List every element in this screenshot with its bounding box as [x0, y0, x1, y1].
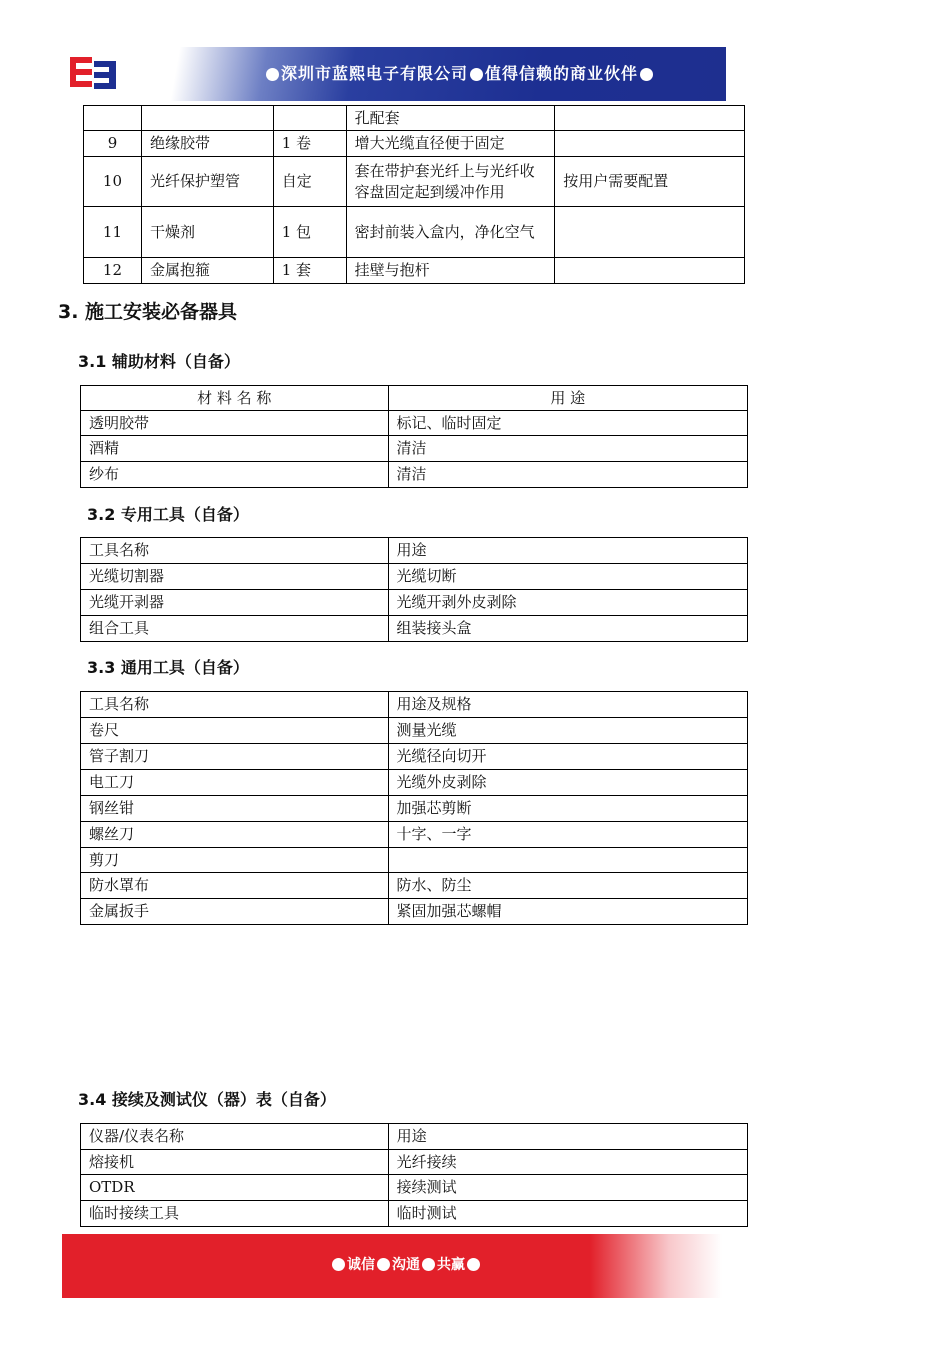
tool-name: 电工刀: [81, 770, 389, 796]
table-row: [81, 436, 748, 462]
column-header: 用途: [388, 1124, 747, 1150]
instrument-name: 熔接机: [81, 1150, 389, 1175]
table-row: [84, 106, 745, 131]
item-name: [141, 106, 273, 131]
item-description: 增大光缆直径便于固定: [346, 131, 555, 157]
item-number: 10: [84, 157, 142, 207]
column-header: 工具名称: [81, 692, 389, 718]
item-name: 金属抱箍: [141, 258, 273, 284]
table-row: [84, 131, 745, 157]
table-row: [81, 411, 748, 436]
material-name: 纱布: [81, 462, 389, 488]
table-row: [81, 744, 748, 770]
item-quantity: 1 包: [273, 207, 346, 258]
column-header: 工具名称: [81, 538, 389, 564]
page-header: [66, 47, 726, 101]
bullet-dot-icon: [467, 1258, 480, 1271]
instrument-usage: 光纤接续: [388, 1150, 747, 1175]
bullet-dot-icon: [640, 68, 653, 81]
tool-name: 卷尺: [81, 718, 389, 744]
company-logo-icon: [66, 53, 126, 93]
table-row: [81, 822, 748, 848]
table-header-row: [81, 692, 748, 718]
item-note: [555, 131, 745, 157]
footer-item: 诚信: [347, 1257, 375, 1273]
table-row: [81, 616, 748, 642]
table-row: [81, 848, 748, 873]
company-name: 深圳市蓝熙电子有限公司: [281, 64, 469, 83]
material-usage: 清洁: [388, 462, 747, 488]
instrument-name: OTDR: [81, 1175, 389, 1201]
column-header: 用途: [388, 538, 747, 564]
item-name: 干燥剂: [141, 207, 273, 258]
bullet-dot-icon: [332, 1258, 345, 1271]
tool-usage: 组装接头盒: [388, 616, 747, 642]
table-row: [81, 1150, 748, 1175]
footer-item: 沟通: [392, 1257, 420, 1273]
header-banner-text: [264, 61, 655, 84]
tool-usage: 加强芯剪断: [388, 796, 747, 822]
tool-name: 螺丝刀: [81, 822, 389, 848]
item-note: 按用户需要配置: [555, 157, 745, 207]
instrument-usage: 临时测试: [388, 1201, 747, 1227]
table-row: [81, 564, 748, 590]
bullet-dot-icon: [266, 68, 279, 81]
parts-table: [83, 105, 745, 284]
footer-slogan: [330, 1254, 482, 1274]
item-number: 12: [84, 258, 142, 284]
test-instruments-table: [80, 1123, 748, 1227]
tool-usage: 紧固加强芯螺帽: [388, 899, 747, 925]
item-note: [555, 207, 745, 258]
column-header: 用途及规格: [388, 692, 747, 718]
header-banner: [104, 47, 726, 101]
subsection-heading: 3.1 辅助材料（自备）: [78, 352, 240, 371]
subsection-heading: 3.2 专用工具（自备）: [87, 505, 249, 524]
item-name: 光纤保护塑管: [141, 157, 273, 207]
item-quantity: 1 套: [273, 258, 346, 284]
tool-name: 组合工具: [81, 616, 389, 642]
tool-name: 光缆开剥器: [81, 590, 389, 616]
table-row: [81, 796, 748, 822]
tool-usage: 十字、一字: [388, 822, 747, 848]
table-row: [81, 770, 748, 796]
tool-name: 管子割刀: [81, 744, 389, 770]
item-description: 套在带护套光纤上与光纤收容盘固定起到缓冲作用: [346, 157, 555, 207]
tool-name: 剪刀: [81, 848, 389, 873]
item-description: 密封前装入盒内，净化空气: [346, 207, 555, 258]
table-row: [84, 207, 745, 258]
item-quantity: 1 卷: [273, 131, 346, 157]
instrument-usage: 接续测试: [388, 1175, 747, 1201]
table-row: [81, 899, 748, 925]
tool-usage: 防水、防尘: [388, 873, 747, 899]
table-header-row: [81, 1124, 748, 1150]
table-row: [81, 462, 748, 488]
tool-usage: 光缆外皮剥除: [388, 770, 747, 796]
footer-item: 共赢: [437, 1257, 465, 1273]
table-row: [84, 258, 745, 284]
item-description: 挂壁与抱杆: [346, 258, 555, 284]
auxiliary-materials-table: [80, 385, 748, 488]
tool-name: 金属扳手: [81, 899, 389, 925]
page-footer: [62, 1234, 722, 1298]
item-number: 11: [84, 207, 142, 258]
material-usage: 清洁: [388, 436, 747, 462]
table-row: [81, 718, 748, 744]
tool-usage: 光缆切断: [388, 564, 747, 590]
bullet-dot-icon: [422, 1258, 435, 1271]
material-name: 酒精: [81, 436, 389, 462]
table-row: [81, 1175, 748, 1201]
item-number: 9: [84, 131, 142, 157]
item-quantity: [273, 106, 346, 131]
tool-usage: 测量光缆: [388, 718, 747, 744]
instrument-name: 临时接续工具: [81, 1201, 389, 1227]
subsection-heading: 3.4 接续及测试仪（器）表（自备）: [78, 1090, 336, 1109]
special-tools-table: [80, 537, 748, 642]
material-usage: 标记、临时固定: [388, 411, 747, 436]
section-heading: 3. 施工安装必备器具: [58, 301, 238, 323]
column-header: 材 料 名 称: [81, 386, 389, 411]
general-tools-table: [80, 691, 748, 925]
bullet-dot-icon: [470, 68, 483, 81]
tool-usage: 光缆径向切开: [388, 744, 747, 770]
table-header-row: [81, 386, 748, 411]
subsection-heading: 3.3 通用工具（自备）: [87, 658, 249, 677]
item-note: [555, 258, 745, 284]
item-name: 绝缘胶带: [141, 131, 273, 157]
company-slogan: 值得信赖的商业伙伴: [485, 64, 639, 83]
item-note: [555, 106, 745, 131]
tool-name: 防水罩布: [81, 873, 389, 899]
table-row: [81, 873, 748, 899]
item-description: 孔配套: [346, 106, 555, 131]
table-row: [81, 590, 748, 616]
tool-name: 光缆切割器: [81, 564, 389, 590]
table-header-row: [81, 538, 748, 564]
column-header: 仪器/仪表名称: [81, 1124, 389, 1150]
item-quantity: 自定: [273, 157, 346, 207]
material-name: 透明胶带: [81, 411, 389, 436]
tool-usage: 光缆开剥外皮剥除: [388, 590, 747, 616]
tool-usage: [388, 848, 747, 873]
column-header: 用 途: [388, 386, 747, 411]
tool-name: 钢丝钳: [81, 796, 389, 822]
bullet-dot-icon: [377, 1258, 390, 1271]
item-number: [84, 106, 142, 131]
table-row: [84, 157, 745, 207]
table-row: [81, 1201, 748, 1227]
